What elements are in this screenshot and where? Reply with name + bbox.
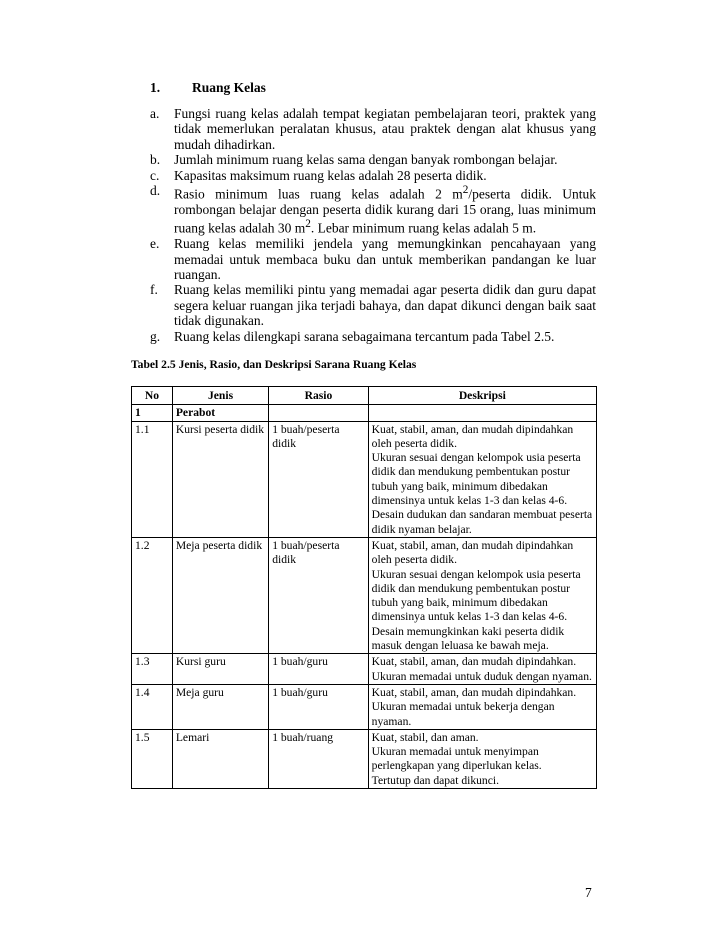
cell-deskripsi (368, 684, 596, 729)
list-item-text: Jumlah minimum ruang kelas sama dengan banyak rombongan belajar. (174, 152, 558, 168)
superscript: 2 (462, 184, 469, 197)
group-title: Perabot (172, 405, 268, 421)
description-line: Kuat, stabil, aman, dan mudah dipindahkan. (371, 655, 577, 669)
description-line: Kuat, stabil, aman, dan mudah dipindahkan oleh peserta didik. (371, 538, 574, 567)
table-row (132, 654, 597, 685)
cell-rasio: 1 buah/peserta didik (269, 421, 368, 537)
description-line: Kuat, stabil, aman, dan mudah dipindahkan. (371, 685, 577, 699)
facilities-table (131, 386, 597, 789)
cell-jenis: Meja guru (172, 684, 268, 729)
empty-cell (269, 405, 368, 421)
empty-cell (368, 405, 596, 421)
list-item-text: Ruang kelas memiliki jendela yang memungkinkan pencahayaan yang memadai untuk membaca buku dan untuk memberikan pandangan ke luar ruangan. (174, 236, 596, 283)
list-item-letter: f. (150, 282, 158, 298)
header-jenis: Jenis (172, 387, 268, 405)
list-item-letter: c. (150, 167, 160, 183)
list-item (150, 236, 596, 282)
cell-no: 1.1 (132, 421, 173, 537)
requirements-list (150, 106, 596, 344)
page-number: 7 (585, 885, 592, 900)
list-item-letter: g. (150, 328, 161, 344)
description-line: Ukuran sesuai dengan kelompok usia peserta didik dan mendukung pembentukan postur tubuh yang baik, minimum dibedakan dimensinya untuk kelas 1-3 dan kelas 4-6. (371, 451, 581, 508)
cell-rasio: 1 buah/peserta didik (269, 537, 368, 653)
cell-jenis: Kursi guru (172, 654, 268, 685)
list-item-text-part: . Lebar minimum ruang kelas adalah 5 m. (310, 220, 537, 236)
table-header-row (132, 387, 597, 405)
cell-jenis: Meja peserta didik (172, 537, 268, 653)
table-caption: Tabel 2.5 Jenis, Rasio, dan Deskripsi Sarana Ruang Kelas (131, 358, 417, 371)
description-line: Desain dudukan dan sandaran membuat peserta didik nyaman belajar. (371, 508, 593, 536)
cell-jenis: Kursi peserta didik (172, 421, 268, 537)
cell-rasio: 1 buah/ruang (269, 729, 368, 788)
table-group-row (132, 405, 597, 421)
description-line: Ukuran memadai untuk bekerja dengan nyaman. (371, 700, 555, 728)
description-line: Kuat, stabil, dan aman. (371, 730, 479, 744)
cell-deskripsi (368, 421, 596, 537)
table-row (132, 729, 597, 788)
list-item (150, 282, 596, 328)
list-item-text: Fungsi ruang kelas adalah tempat kegiatan pembelajaran teori, praktek yang tidak memerlukan peralatan khusus, atau praktek dengan alat khusus yang mudah dihadirkan. (174, 106, 596, 152)
superscript: 2 (305, 218, 311, 231)
header-no: No (132, 387, 173, 405)
cell-no: 1.4 (132, 684, 173, 729)
list-item-text: Ruang kelas memiliki pintu yang memadai agar peserta didik dan guru dapat segera keluar ruangan jika terjadi bahaya, dan dapat dikunci dengan baik saat tidak digunakan. (174, 282, 596, 329)
list-item (150, 329, 596, 344)
section-number: 1. (150, 80, 161, 95)
cell-deskripsi (368, 654, 596, 685)
cell-rasio: 1 buah/guru (269, 654, 368, 685)
cell-no: 1.2 (132, 537, 173, 653)
cell-deskripsi (368, 537, 596, 653)
cell-no: 1.5 (132, 729, 173, 788)
table-row (132, 537, 597, 653)
description-line: Desain memungkinkan kaki peserta didik masuk dengan leluasa ke bawah meja. (371, 624, 565, 653)
description-line: Ukuran memadai untuk menyimpan perlengkapan yang diperlukan kelas. (371, 745, 542, 773)
cell-deskripsi (368, 729, 596, 788)
list-item (150, 152, 596, 167)
list-item-letter: e. (150, 236, 160, 252)
list-item-letter: b. (150, 152, 161, 168)
list-item (150, 106, 596, 152)
header-rasio: Rasio (269, 387, 368, 405)
table-row (132, 421, 597, 537)
cell-no: 1.3 (132, 654, 173, 685)
cell-jenis: Lemari (172, 729, 268, 788)
list-item (150, 183, 596, 236)
table-row (132, 684, 597, 729)
list-item-text-part: /peserta didik. Untuk rombongan belajar dengan peserta didik kurang dari 15 orang, luas minimum ruang kelas adalah 30 m (174, 186, 596, 236)
header-deskripsi: Deskripsi (368, 387, 596, 405)
list-item-letter: a. (150, 106, 160, 121)
list-item-letter: d. (150, 183, 161, 199)
list-item-text: Ruang kelas dilengkapi sarana sebagaimana tercantum pada Tabel 2.5. (174, 328, 555, 344)
list-item (150, 168, 596, 183)
section-title: Ruang Kelas (192, 80, 266, 95)
cell-rasio: 1 buah/guru (269, 684, 368, 729)
group-no: 1 (132, 405, 173, 421)
description-line: Ukuran memadai untuk duduk dengan nyaman. (371, 669, 592, 683)
description-line: Kuat, stabil, aman, dan mudah dipindahkan oleh peserta didik. (371, 422, 574, 450)
section-heading (150, 80, 266, 96)
description-line: Ukuran sesuai dengan kelompok usia peserta didik dan mendukung pembentukan postur tubuh yang baik, minimum dibedakan dimensinya untuk kelas 1-3 dan kelas 4-6. (371, 567, 581, 624)
description-line: Tertutup dan dapat dikunci. (371, 773, 499, 787)
table-body (132, 405, 597, 789)
list-item-text: Kapasitas maksimum ruang kelas adalah 28 peserta didik. (174, 167, 487, 183)
list-item-text-part: Rasio minimum luas ruang kelas adalah 2 m (174, 186, 463, 202)
